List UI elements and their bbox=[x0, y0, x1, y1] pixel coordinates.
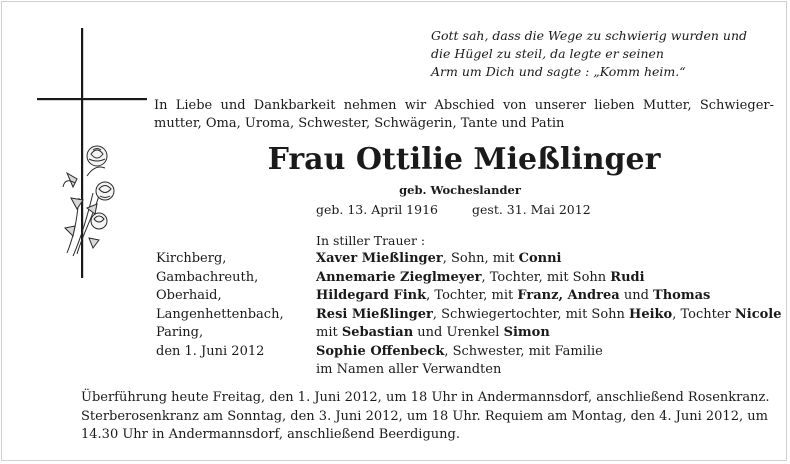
place-item: Oberhaid, bbox=[156, 288, 222, 303]
place-date: den 1. Juni 2012 bbox=[156, 343, 265, 359]
death-date: gest. 31. Mai 2012 bbox=[472, 202, 591, 217]
poem-line: Arm um Dich und sagte : „Komm heim.“ bbox=[431, 64, 686, 79]
mourning-intro: In stiller Trauer : bbox=[316, 233, 426, 248]
mourner-name: Hildegard Fink bbox=[316, 288, 427, 303]
places-list bbox=[156, 250, 284, 361]
place-item: Gambachreuth, bbox=[156, 269, 259, 285]
cross-icon bbox=[37, 28, 147, 278]
family-line bbox=[316, 343, 780, 362]
family-line bbox=[316, 324, 780, 343]
family-line bbox=[316, 306, 780, 325]
footer-line: Sterberosenkranz am Sonntag, den 3. Juni 2012, um 18 Uhr. Requiem am Montag, den 4. Juni 2012, um bbox=[81, 408, 768, 424]
mourner-name: Thomas bbox=[653, 288, 711, 303]
family-line bbox=[316, 250, 780, 269]
funeral-details bbox=[81, 389, 778, 445]
relation-text: , Tochter, mit Sohn bbox=[481, 269, 611, 285]
family-list bbox=[316, 250, 780, 380]
birth-date: geb. 13. April 1916 bbox=[316, 202, 438, 217]
poem bbox=[431, 27, 776, 81]
family-line: im Namen aller Verwandten bbox=[316, 362, 502, 377]
mourner-name: Sophie Offenbeck bbox=[316, 343, 445, 359]
mourner-name: Rudi bbox=[610, 269, 645, 285]
place-item: Kirchberg, bbox=[156, 251, 227, 266]
relation-text: , Tochter bbox=[672, 306, 735, 322]
relation-text: und bbox=[619, 288, 654, 303]
mourner-name: Resi Mießlinger bbox=[316, 306, 433, 322]
life-dates bbox=[316, 202, 591, 218]
mourner-name: Nicole bbox=[734, 306, 782, 322]
relation-text: und Urenkel bbox=[413, 325, 504, 340]
footer-line: Überführung heute Freitag, den 1. Juni 2012, um 18 Uhr in Andermannsdorf, anschließend Rosenkranz. bbox=[81, 390, 770, 405]
mourner-name: Conni bbox=[518, 251, 562, 266]
mourner-name: Franz, Andrea bbox=[517, 288, 620, 303]
relation-text: , Schwiegertochter, mit Sohn bbox=[432, 306, 630, 322]
relation-text: , Schwester, mit Familie bbox=[444, 343, 603, 359]
mourner-name: Xaver Mießlinger bbox=[316, 251, 443, 266]
mourner-name: Sebastian bbox=[341, 325, 414, 340]
place-item: Paring, bbox=[156, 325, 204, 340]
family-line bbox=[316, 269, 780, 288]
maiden-name: geb. Wocheslander bbox=[399, 183, 521, 197]
mourner-name: Simon bbox=[503, 325, 550, 340]
place-item: Langenhettenbach, bbox=[156, 306, 284, 322]
deceased-name: Frau Ottilie Mießlinger bbox=[267, 142, 661, 177]
relation-text: , Tochter, mit bbox=[426, 288, 518, 303]
roses-icon bbox=[63, 146, 114, 256]
poem-line: die Hügel zu steil, da legte er seinen bbox=[431, 46, 664, 61]
footer-line: 14.30 Uhr in Andermannsdorf, anschließend Beerdigung. bbox=[81, 427, 460, 442]
relation-text: , Sohn, mit bbox=[442, 251, 519, 266]
family-line bbox=[316, 287, 780, 306]
relation-text: mit bbox=[316, 325, 342, 340]
intro-text: In Liebe und Dankbarkeit nehmen wir Abschied von unserer lieben Mutter, Schwieger-mutter, Oma, Uroma, Schwester, Schwägerin, Tante und Patin bbox=[154, 98, 774, 131]
mourner-name: Heiko bbox=[629, 306, 673, 322]
poem-line: Gott sah, dass die Wege zu schwierig wurden und bbox=[431, 28, 747, 43]
mourner-name: Annemarie Zieglmeyer bbox=[316, 269, 482, 285]
